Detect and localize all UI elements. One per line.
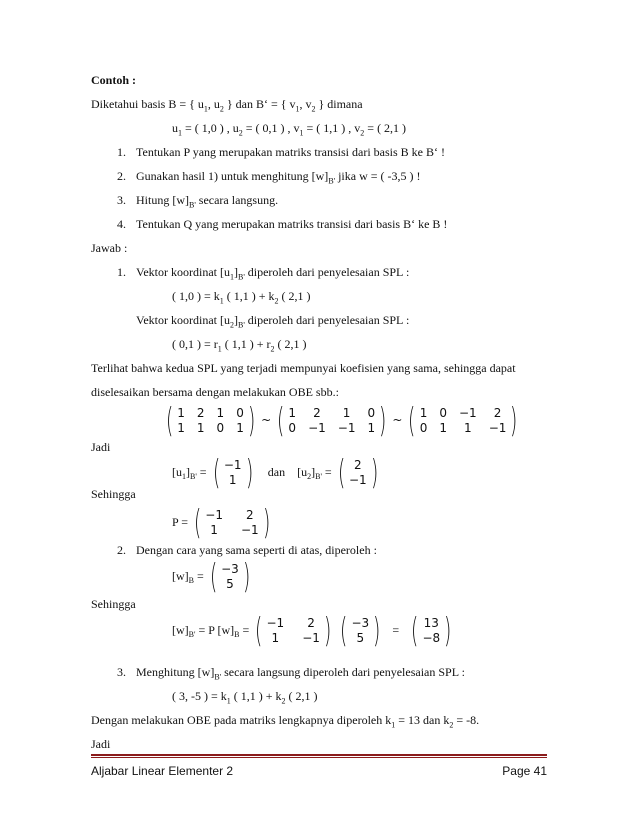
w-b-vector-line: $[w]_B$ = ( −3 5 ) (172, 562, 253, 592)
sehingga-label-1: Sehingga (91, 487, 136, 501)
footer-rule-thick (91, 754, 547, 756)
footer-page-number: Page 41 (502, 764, 547, 778)
spl-equation-2: ( 0,1 ) = $r_1$ ( 1,1 ) + $r_2$ ( 2,1 ) (172, 337, 307, 354)
spl-equation-3: ( 3, -5 ) = $k_1$ ( 1,1 ) + $k_2$ ( 2,1 ) (172, 689, 318, 706)
obe-matrix-1: ( 1 2 1 0 1 1 0 1 ) (165, 401, 256, 441)
task-3-text: Hitung $[w]_{B'}$ secara langsung. (136, 193, 279, 210)
task-1-text: Tentukan P yang merupakan matriks transisi dari basis B ke B‘ ! (136, 145, 445, 159)
calculation-line: $[w]_{B'} = P$ $[w]_B$ = ( −1 2 1 −1 ) ( −3 5 ) = ( 13 −8 ) (172, 616, 454, 646)
step-1-number: 1. (117, 265, 126, 279)
task-2-text: Gunakan hasil 1) untuk menghitung $[w]_{B'}$ jika w = ( -3,5 ) ! (136, 169, 421, 186)
calc-p-matrix: ( −1 2 1 −1 ) (255, 611, 332, 651)
task-4-text: Tentukan Q yang merupakan matriks transisi dari basis B‘ ke B ! (136, 217, 448, 231)
step-3-number: 3. (117, 665, 126, 679)
sehingga-label-2: Sehingga (91, 597, 136, 611)
paragraph-line-2: diselesaikan bersama dengan melakukan OBE sbb.: (91, 385, 339, 399)
step-1-line-a: Vektor koordinat $[u_1]_{B'}$ diperoleh dari penyelesaian SPL : (136, 265, 410, 282)
jadi-label-1: Jadi (91, 440, 111, 454)
given-line: Diketahui basis B = { $u_1$, $u_2$ } dan B‘ = { $v_1$, $v_2$ } dimana (91, 97, 363, 114)
step-1-line-b: Vektor koordinat $[u_2]_{B'}$ diperoleh dari penyelesaian SPL : (136, 313, 410, 330)
task-2: 2. (117, 169, 126, 183)
p-matrix: ( −1 2 1 −1 ) (193, 503, 270, 543)
heading: Contoh : (91, 73, 137, 87)
u2-coordinate-vector: ( 2 −1 ) (337, 453, 378, 493)
coordinate-vectors: $[u_1]_{B'}$ = ( −1 1 ) dan $[u_2]_{B'}$ = ( 2 −1 ) (172, 458, 381, 488)
step-3-text: Menghitung $[w]_{B'}$ secara langsung diperoleh dari penyelesaian SPL : (136, 665, 465, 682)
task-3: 3. (117, 193, 126, 207)
spl-equation-1: ( 1,0 ) = $k_1$ ( 1,1 ) + $k_2$ ( 2,1 ) (172, 289, 311, 306)
vectors-line: $u_1$ = ( 1,0 ) , $u_2$ = ( 0,1 ) , $v_1$ = ( 1,1 ) , $v_2$ = ( 2,1 ) (172, 121, 407, 138)
w-b-vector: ( −3 5 ) (209, 557, 251, 597)
tilde-2: ~ (392, 412, 403, 427)
obe-matrix-2: ( 1 2 1 0 0 −1 −1 1 ) (277, 401, 387, 441)
calc-result-vector: ( 13 −8 ) (411, 611, 452, 651)
step-2-number: 2. (117, 543, 126, 557)
task-4: 4. (117, 217, 126, 231)
task-1: 1. (117, 145, 126, 159)
footer-rule-thin (91, 757, 547, 758)
calc-w-vector: ( −3 5 ) (340, 611, 381, 651)
step-2-text: Dengan cara yang sama seperti di atas, diperoleh : (136, 543, 377, 557)
jawab-label: Jawab : (91, 241, 128, 255)
obe-row (163, 401, 521, 441)
u1-coordinate-vector: ( −1 1 ) (212, 453, 253, 493)
footer-title: Aljabar Linear Elementer 2 (91, 764, 234, 778)
obe-matrix-3: ( 1 0 −1 2 0 1 1 −1 ) (408, 401, 518, 441)
paragraph-line-1: Terlihat bahwa kedua SPL yang terjadi mempunyai koefisien yang sama, sehingga dapat (91, 361, 516, 375)
obe-result-line: Dengan melakukan OBE pada matriks lengkapnya diperoleh $k_1 = 13$ dan $k_2 = -8$. (91, 713, 480, 730)
p-matrix-line: P = ( −1 2 1 −1 ) (172, 508, 273, 538)
jadi-label-2: Jadi (91, 737, 111, 751)
tilde-1: ~ (261, 412, 272, 427)
